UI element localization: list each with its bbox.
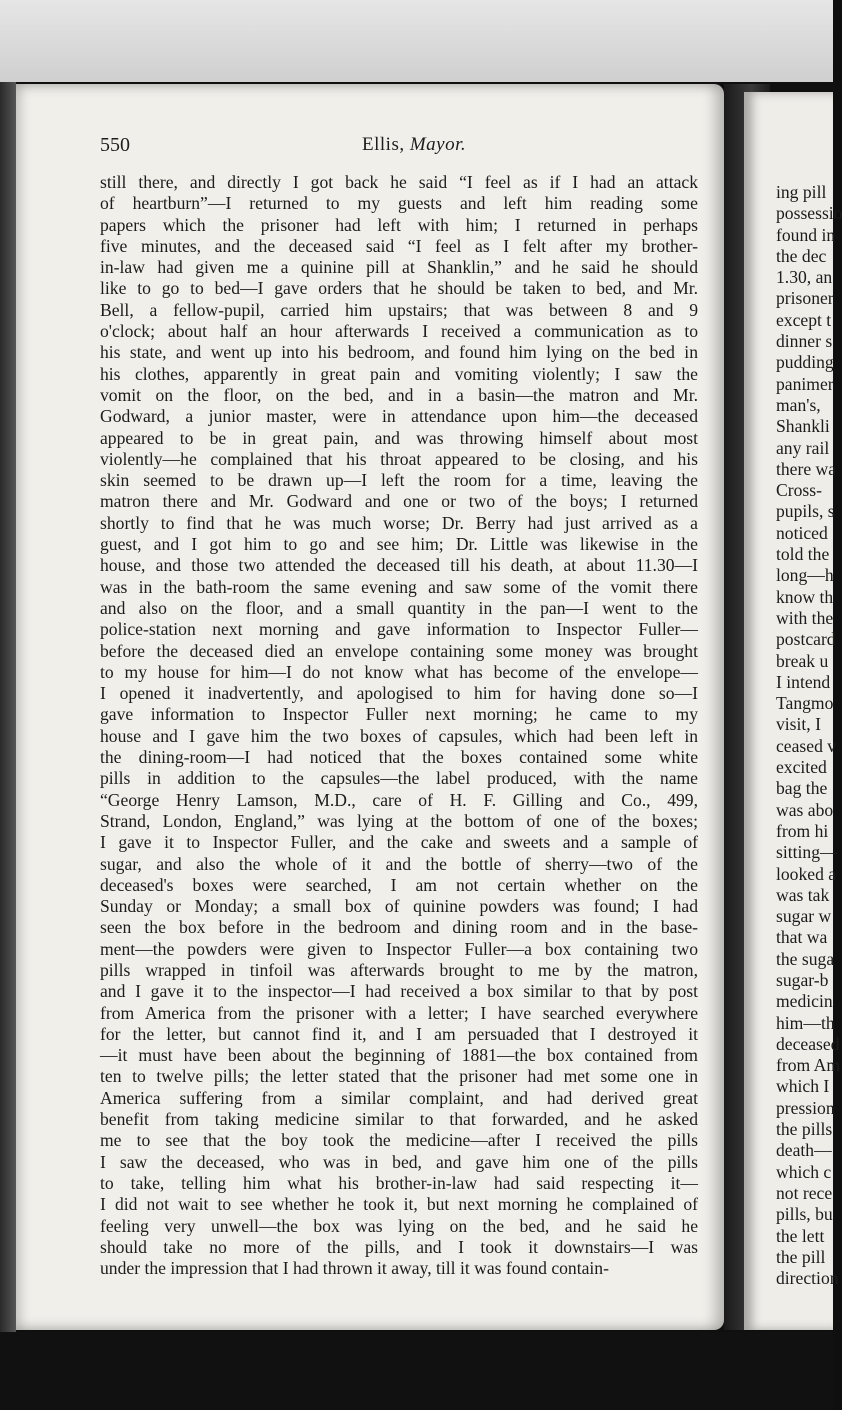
text-line: pills wrapped in tinfoil was afterwards brought to me by the matron, <box>100 959 698 980</box>
facing-page-line: excited <box>776 757 827 778</box>
text-line: benefit from taking medicine similar to that forwarded, and he asked <box>100 1109 698 1130</box>
facing-page-line: dinner s <box>776 331 833 352</box>
text-line: me to see that the boy took the medicine—after I received the pills <box>100 1130 698 1151</box>
text-line: and also on the floor, and a small quantity in the pan—I went to the <box>100 597 698 618</box>
facing-page-line: 1.30, an <box>776 267 833 288</box>
text-line: appeared to be in great pain, and was throwing himself about most <box>100 427 698 448</box>
text-line: vomit on the floor, on the bed, and in a basin—the matron and Mr. <box>100 384 698 405</box>
text-line: under the impression that I had thrown it away, till it was found contain- <box>100 1258 609 1279</box>
facing-page-line: the pills <box>776 1119 833 1140</box>
text-line: I did not wait to see whether he took it, but next morning he complained of <box>100 1194 698 1215</box>
text-line: of heartburn”—I returned to my guests and left him reading some <box>100 193 698 214</box>
text-line: his clothes, apparently in great pain and vomiting violently; I saw the <box>100 363 698 384</box>
text-line: violently—he complained that his throat appeared to be closing, and his <box>100 448 698 469</box>
text-line: gave information to Inspector Fuller next morning; he came to my <box>100 704 698 725</box>
facing-page-line: break u <box>776 650 829 671</box>
body-text <box>100 172 698 1279</box>
scan-top-margin <box>0 0 833 82</box>
facing-page-line: Cross- <box>776 480 822 501</box>
page-number: 550 <box>100 134 130 156</box>
facing-page-line: was tak <box>776 884 830 905</box>
text-line: should take no more of the pills, and I took it downstairs—I was <box>100 1236 698 1257</box>
facing-page-line: found in <box>776 224 836 245</box>
page-header <box>100 134 700 160</box>
text-line: —it must have been about the beginning of 1881—the box contained from <box>100 1045 698 1066</box>
text-line: for the letter, but cannot find it, and I am persuaded that I destroyed it <box>100 1023 698 1044</box>
facing-page-line: that wa <box>776 927 828 948</box>
facing-page-line: sitting— <box>776 842 838 863</box>
facing-page-line: except t <box>776 309 832 330</box>
text-line: house, and those two attended the deceased till his death, at about 11.30—I <box>100 555 698 576</box>
left-page <box>16 84 724 1330</box>
text-line: still there, and directly I got back he said “I feel as if I had an attack <box>100 172 698 192</box>
facing-page-line: long—h <box>776 565 834 586</box>
text-line: five minutes, and the deceased said “I feel as I felt after my brother- <box>100 235 698 256</box>
facing-page-line: was abo <box>776 799 834 820</box>
facing-page-line: pudding <box>776 352 834 373</box>
facing-page-line: ceased v <box>776 735 837 756</box>
text-line: like to go to bed—I gave orders that he should be taken to bed, and Mr. <box>100 278 698 299</box>
facing-page-line: panimer <box>776 373 834 394</box>
text-line: matron there and Mr. Godward and one or two of the boys; I returned <box>100 491 698 512</box>
text-line: Strand, London, England,” was lying at the bottom of one of the boxes; <box>100 810 698 831</box>
text-line: was in the bath-room the same evening and saw some of the vomit there <box>100 576 698 597</box>
text-line: seen the box before in the bedroom and dining room and in the base- <box>100 917 698 938</box>
facing-page-line: sugar-b <box>776 969 829 990</box>
facing-page-line: medicin <box>776 991 833 1012</box>
text-line: shortly to find that he was much worse; Dr. Berry had just arrived as a <box>100 512 698 533</box>
facing-page-line: the pill <box>776 1246 826 1267</box>
text-line: deceased's boxes were searched, I am not certain whether on the <box>100 874 698 895</box>
facing-page-line: him—th <box>776 1012 835 1033</box>
text-line: from America from the prisoner with a letter; I have searched everywhere <box>100 1002 698 1023</box>
facing-page-line: any rail <box>776 437 830 458</box>
text-line: police-station next morning and gave information to Inspector Fuller— <box>100 619 698 640</box>
book-spine-left <box>0 82 16 1332</box>
facing-page-line: direction <box>776 1268 839 1289</box>
scan-bottom-margin <box>0 1332 833 1410</box>
text-line: Sunday or Monday; a small box of quinine powders was found; I had <box>100 896 698 917</box>
facing-page-line: possessio <box>776 203 842 224</box>
text-line: feeling very unwell—the box was lying on the bed, and he said he <box>100 1215 698 1236</box>
text-line: papers which the prisoner had left with him; I returned in perhaps <box>100 214 698 235</box>
text-line: in-law had given me a quinine pill at Shanklin,” and he said he should <box>100 257 698 278</box>
text-line: I saw the deceased, who was in bed, and gave him one of the pills <box>100 1151 698 1172</box>
facing-page-line: looked a <box>776 863 837 884</box>
facing-page-line: know th <box>776 586 834 607</box>
text-line: skin seemed to be drawn up—I left the room for a time, leaving the <box>100 470 698 491</box>
text-line: Bell, a fellow-pupil, carried him upstairs; that was between 8 and 9 <box>100 299 698 320</box>
facing-page-line: which c <box>776 1161 832 1182</box>
facing-page-line: deceased <box>776 1033 840 1054</box>
facing-page-line: from Am <box>776 1055 841 1076</box>
text-line: I opened it inadvertently, and apologised to him for having done so—I <box>100 683 698 704</box>
facing-page-line: prisoner <box>776 288 834 309</box>
facing-page-line: bag the <box>776 778 828 799</box>
facing-page-line: death— <box>776 1140 832 1161</box>
text-line: guest, and I got him to go and see him; Dr. Little was likewise in the <box>100 534 698 555</box>
facing-page-text <box>776 182 842 1289</box>
text-line: house and I gave him the two boxes of capsules, which had been left in <box>100 725 698 746</box>
facing-page-line: sugar w <box>776 906 832 927</box>
facing-page-line: ing pill <box>776 182 827 202</box>
text-line: and I gave it to the inspector—I had received a box similar to that by post <box>100 981 698 1002</box>
text-line: to my house for him—I do not know what has become of the envelope— <box>100 661 698 682</box>
running-head <box>362 134 466 156</box>
facing-page-line: postcard <box>776 629 836 650</box>
text-line: ten to twelve pills; the letter stated that the prisoner had met some one in <box>100 1066 698 1087</box>
facing-page-line: pupils, s <box>776 501 835 522</box>
text-line: pills in addition to the capsules—the label produced, with the name <box>100 768 698 789</box>
text-line: o'clock; about half an hour afterwards I received a communication as to <box>100 321 698 342</box>
text-line: sugar, and also the whole of it and the bottle of sherry—two of the <box>100 853 698 874</box>
facing-page-line: from hi <box>776 820 829 841</box>
facing-page-line: the dec <box>776 245 827 266</box>
facing-page-line: the lett <box>776 1225 825 1246</box>
text-line: America suffering from a similar complaint, and had derived great <box>100 1087 698 1108</box>
text-line: the dining-room—I had noticed that the boxes contained some white <box>100 747 698 768</box>
facing-page-line: noticed <box>776 522 828 543</box>
facing-page-line: pills, bu <box>776 1204 833 1225</box>
facing-page-line: I intend <box>776 671 831 692</box>
running-head-title: Mayor. <box>409 134 467 155</box>
running-head-name: Ellis, <box>362 134 405 155</box>
text-line: ment—the powders were given to Inspector Fuller—a box containing two <box>100 938 698 959</box>
facing-page-line: there wa <box>776 458 837 479</box>
text-line: I gave it to Inspector Fuller, and the cake and sweets and a sample of <box>100 832 698 853</box>
facing-page-line: the suga <box>776 948 835 969</box>
facing-page-line: with the <box>776 607 834 628</box>
facing-page-line: man's, <box>776 394 821 415</box>
facing-page <box>744 92 842 1330</box>
text-line: “George Henry Lamson, M.D., care of H. F. Gilling and Co., 499, <box>100 789 698 810</box>
facing-page-line: visit, I <box>776 714 821 735</box>
text-line: before the deceased died an envelope containing some money was brought <box>100 640 698 661</box>
facing-page-line: Tangmo <box>776 693 834 714</box>
facing-page-line: not rece <box>776 1182 833 1203</box>
facing-page-line: told the <box>776 544 830 565</box>
text-line: Godward, a junior master, were in attendance upon him—the deceased <box>100 406 698 427</box>
facing-page-line: which I <box>776 1076 830 1097</box>
text-line: his state, and went up into his bedroom, and found him lying on the bed in <box>100 342 698 363</box>
facing-page-line: pression <box>776 1097 835 1118</box>
text-line: to take, telling him what his brother-in-law had said respecting it— <box>100 1172 698 1193</box>
facing-page-line: Shankli <box>776 416 830 437</box>
